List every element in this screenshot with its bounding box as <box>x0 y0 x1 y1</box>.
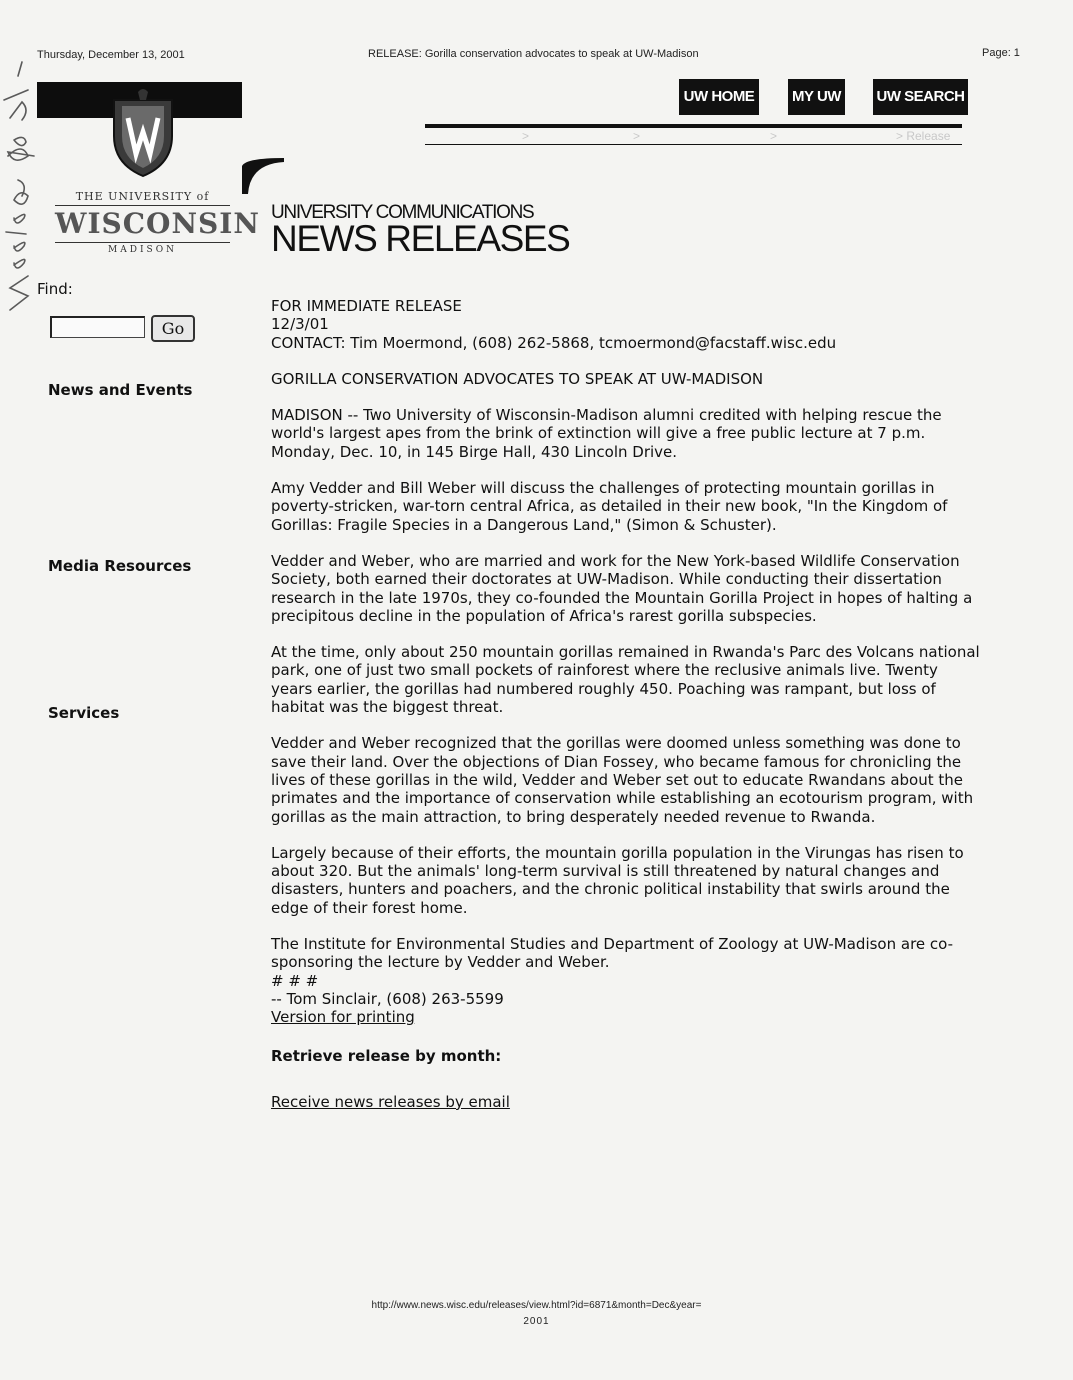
uw-home-button[interactable]: UW HOME <box>679 79 759 115</box>
release-paragraph: Amy Vedder and Bill Weber will discuss the challenges of protecting mountain gorillas in poverty-stricken, war-torn central Africa, as detailed in their new book, "In the Kingdom of Gorillas: Fragile Species in a Dangerous Land," (Simon & Schuster). <box>271 479 948 534</box>
release-paragraph: At the time, only about 250 mountain gorillas remained in Rwanda's Parc des Volcans national park, one of just two small pockets of rainforest where the reclusive animals live. Twenty years earlier, the gorillas had numbered roughly 450. Poaching was rampant, but loss of habitat was the biggest threat. <box>271 643 980 717</box>
corner-accent-icon <box>242 158 284 194</box>
release-content <box>271 297 981 1111</box>
sidebar-item-services[interactable]: Services <box>48 704 120 722</box>
uw-wordmark-main: WISCONSIN <box>55 205 230 243</box>
page-title: NEWS RELEASES <box>271 218 570 259</box>
find-label: Find: <box>37 280 73 298</box>
print-title: RELEASE: Gorilla conservation advocates to speak at UW-Madison <box>368 48 699 60</box>
print-footer-url: http://www.news.wisc.edu/releases/view.html?id=6871&month=Dec&year= <box>371 1300 702 1311</box>
uw-wordmark-top: THE UNIVERSITY of <box>75 190 210 203</box>
print-footer-year: 2001 <box>523 1316 550 1327</box>
release-paragraph: Vedder and Weber, who are married and work for the New York-based Wildlife Conservation Society, both earned their doctorates at UW-Madison. While conducting their dissertation research in the late 1970s, they co-founded the Mountain Gorilla Project in hopes of halting a precipitous decline in the population of Africa's rarest gorilla subspecies. <box>271 551 973 625</box>
nav-rule-bottom <box>425 144 962 145</box>
print-page-number: Page: 1 <box>982 47 1020 59</box>
release-paragraph: Vedder and Weber recognized that the gorillas were doomed unless something was done to save their land. Over the objections of Dian Fossey, who became famous for chronicling the lives of these gorillas in the wild, Vedder and Weber set out to educate Rwandans about the primates and the importance of conservation while establishing an ecotourism program, with gorillas as the main attraction, to bring desperately needed revenue to Rwanda. <box>271 734 974 826</box>
sidebar-item-news-and-events[interactable]: News and Events <box>48 381 193 399</box>
email-subscribe-link[interactable]: Receive news releases by email <box>271 1092 510 1111</box>
release-date: 12/3/01 <box>271 315 329 334</box>
breadcrumb-item-1[interactable]: > <box>522 129 530 143</box>
uw-search-button[interactable]: UW SEARCH <box>873 79 968 115</box>
print-date: Thursday, December 13, 2001 <box>37 49 185 61</box>
release-contact: CONTACT: Tim Moermond, (608) 262-5868, tcmoermond@facstaff.wisc.edu <box>271 333 837 352</box>
release-headline: GORILLA CONSERVATION ADVOCATES TO SPEAK AT UW-MADISON <box>271 369 764 388</box>
section-subtitle: UNIVERSITY COMMUNICATIONS <box>271 202 534 223</box>
breadcrumb-item-2[interactable]: > <box>633 129 641 143</box>
release-paragraph: Largely because of their efforts, the mountain gorilla population in the Virungas has risen to about 320. But the animals' long-term survival is still threatened by natural changes and disasters, hunters and poachers, and the chronic political instability that swirls around the edge of their forest home. <box>271 843 964 917</box>
sidebar-item-media-resources[interactable]: Media Resources <box>48 557 192 575</box>
handwritten-note <box>0 60 40 320</box>
breadcrumb-item-release[interactable]: > Release <box>896 129 951 143</box>
release-end-mark: # # # <box>271 971 319 990</box>
release-paragraph: The Institute for Environmental Studies and Department of Zoology at UW-Madison are co-sponsoring the lecture by Vedder and Weber. <box>271 935 954 972</box>
uw-wordmark-bottom: MADISON <box>108 245 177 255</box>
breadcrumb-item-3[interactable]: > <box>770 129 778 143</box>
retrieve-by-month-label: Retrieve release by month: <box>271 1046 502 1065</box>
release-byline: -- Tom Sinclair, (608) 263-5599 <box>271 989 504 1008</box>
version-for-printing-link[interactable]: Version for printing <box>271 1008 415 1027</box>
release-status: FOR IMMEDIATE RELEASE <box>271 297 462 315</box>
go-button[interactable]: Go <box>151 315 195 342</box>
release-paragraph: MADISON -- Two University of Wisconsin-Madison alumni credited with helping rescue the world's largest apes from the brink of extinction will give a free public lecture at 7 p.m. Monday, Dec. 10, in 145 Birge Hall, 430 Lincoln Drive. <box>271 406 942 461</box>
uw-wordmark[interactable] <box>55 190 260 255</box>
my-uw-button[interactable]: MY UW <box>788 79 845 115</box>
nav-rule-top <box>425 124 962 128</box>
search-input[interactable] <box>50 316 145 338</box>
uw-crest-icon <box>108 88 178 178</box>
